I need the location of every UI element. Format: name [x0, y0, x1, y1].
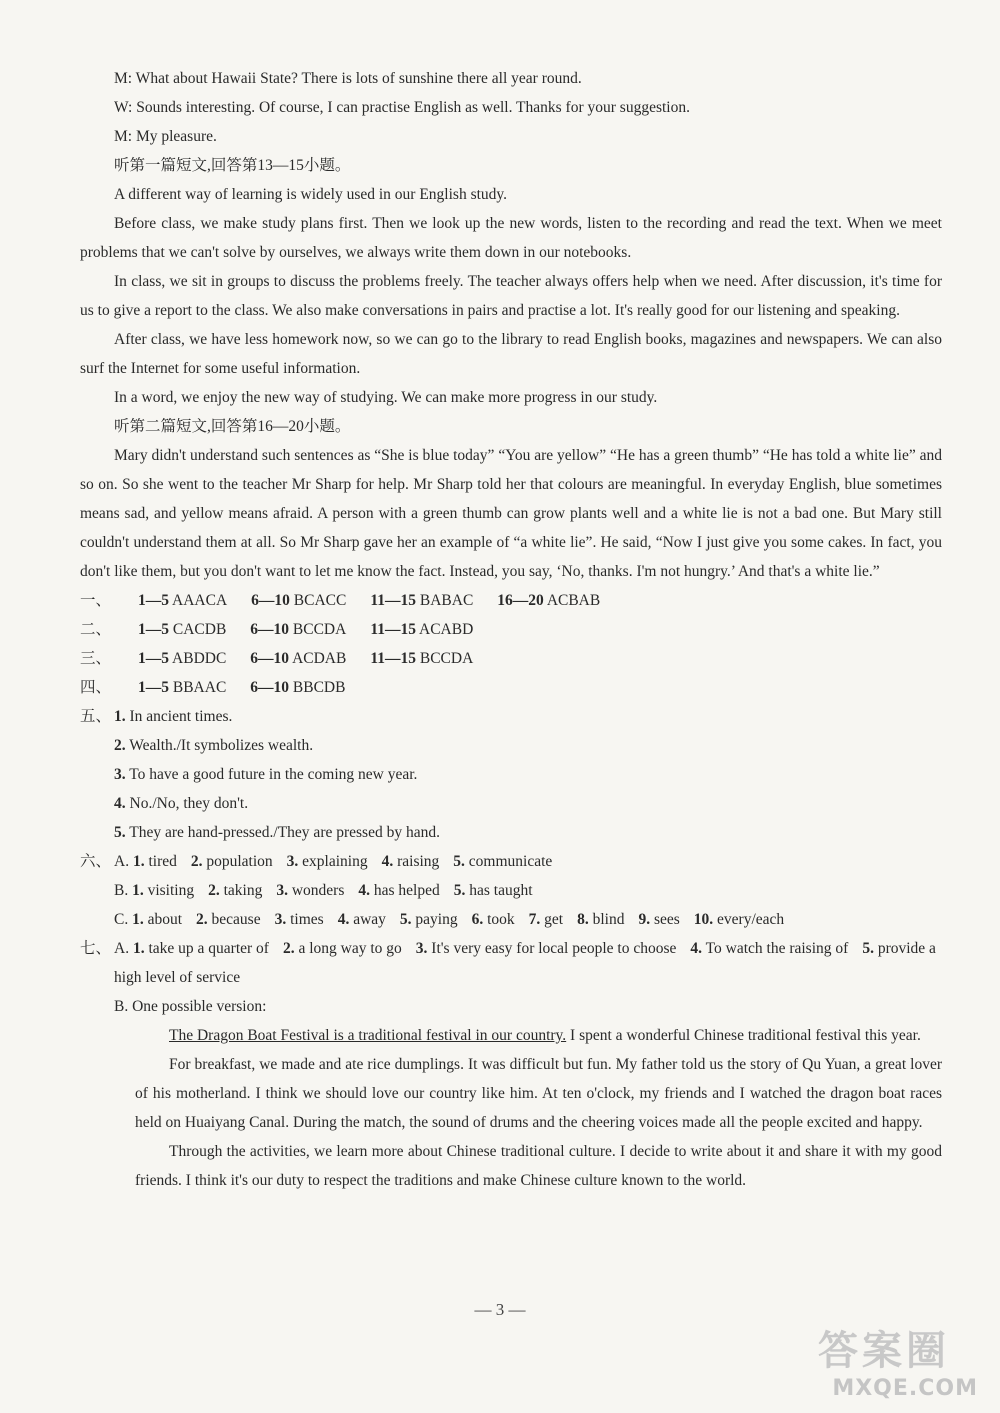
answer-group	[497, 586, 600, 615]
item-number: 4.	[690, 940, 703, 957]
section6-C-item	[338, 911, 386, 928]
passage1-paragraph: After class, we have less homework now, so we can go to the library to read English books, magazines and newspapers. We can also surf the Internet for some useful information.	[80, 331, 942, 377]
section6-A-item	[453, 853, 552, 870]
answer-key-list	[80, 586, 942, 702]
passage1-paragraph: In class, we sit in groups to discuss the problems freely. The teacher always offers help when we need. After discussion, it's time for us to give a report to the class. We also make conversations in pairs and practise a lot. It's really good for our listening and speaking.	[80, 273, 942, 319]
answer-section-label: 二、	[80, 621, 112, 638]
item-text: has helped	[373, 882, 440, 899]
answer-range: 1—5	[138, 679, 169, 696]
answer-group	[250, 615, 346, 644]
item-text: explaining	[302, 853, 368, 870]
item-number: 5.	[114, 824, 126, 841]
section6-C-item	[400, 911, 458, 928]
answer-row	[80, 673, 942, 702]
item-text: To watch the raising of	[705, 940, 849, 957]
item-number: 3.	[274, 911, 287, 928]
dialogue-line: M: My pleasure.	[114, 128, 217, 145]
page-number: — 3 —	[474, 1300, 526, 1319]
item-text: They are hand-pressed./They are pressed by hand.	[129, 824, 440, 841]
item-text: has taught	[469, 882, 533, 899]
answer-range: 1—5	[138, 650, 169, 667]
section6-B-items	[80, 876, 942, 905]
item-number: 4.	[337, 911, 350, 928]
section7-A-item	[690, 940, 848, 957]
essay-topic-sentence: The Dragon Boat Festival is a traditional festival in our country.	[169, 1027, 567, 1044]
answer-group	[251, 586, 346, 615]
passage2-heading: 听第二篇短文,回答第16—20小题。	[114, 418, 351, 435]
answer-group	[138, 644, 226, 673]
section6-label: 六、	[80, 853, 112, 870]
item-number: 5.	[453, 882, 466, 899]
answer-letters: BBAAC	[172, 679, 227, 696]
essay-first-rest: I spent a wonderful Chinese traditional festival this year.	[566, 1027, 921, 1044]
section6-C-item	[275, 911, 324, 928]
passage1-heading: 听第一篇短文,回答第13—15小题。	[114, 157, 351, 174]
section7-A-item	[133, 940, 269, 957]
item-text: times	[290, 911, 324, 928]
section5-item	[80, 760, 942, 789]
item-number: 3.	[276, 882, 288, 899]
answer-group	[250, 644, 346, 673]
item-number: 1.	[132, 911, 144, 928]
watermark-mark: 答案圈	[818, 1328, 950, 1374]
item-text: because	[211, 911, 261, 928]
item-text: took	[487, 911, 515, 928]
item-number: 4.	[114, 795, 126, 812]
item-text: In ancient times.	[129, 708, 233, 725]
item-text: communicate	[468, 853, 553, 870]
section6-A-item	[191, 853, 273, 870]
section7-A-item	[283, 940, 402, 957]
section6-B-label: B.	[114, 882, 129, 899]
item-number: 1.	[132, 882, 144, 899]
item-text: visiting	[147, 882, 195, 899]
answer-letters: ACDAB	[292, 650, 347, 667]
answer-group	[370, 644, 473, 673]
section6-A-item	[133, 853, 177, 870]
section5-item	[80, 789, 942, 818]
item-text: get	[544, 911, 564, 928]
answer-group	[370, 586, 473, 615]
item-text: Wealth./It symbolizes wealth.	[129, 737, 314, 754]
answer-letters: BCCDA	[419, 650, 474, 667]
section6-B-item	[454, 882, 533, 899]
section7-A-item	[416, 940, 677, 957]
answer-letters: BBCDB	[292, 679, 346, 696]
section7-A-items	[114, 934, 942, 992]
item-text: It's very easy for local people to choose	[431, 940, 677, 957]
section5-item	[80, 702, 942, 731]
item-number: 4.	[381, 853, 394, 870]
section6-B-item	[132, 882, 194, 899]
item-number: 3.	[286, 853, 299, 870]
page-content	[80, 64, 942, 1195]
item-number: 8.	[577, 911, 589, 928]
item-text: take up a quarter of	[148, 940, 269, 957]
answer-range: 11—15	[370, 650, 416, 667]
answer-range: 6—10	[250, 650, 290, 667]
item-text: sees	[653, 911, 680, 928]
item-number: 2.	[282, 940, 295, 957]
section6-C-item	[196, 911, 261, 928]
answer-letters: CACDB	[172, 621, 227, 638]
answer-letters: ACBAB	[546, 592, 601, 609]
item-text: every/each	[717, 911, 785, 928]
section7-A-label: A.	[114, 940, 130, 957]
item-text: raising	[397, 853, 440, 870]
section6-C-item	[577, 911, 624, 928]
item-text: provide a high level of service	[114, 940, 936, 986]
answer-group	[250, 673, 345, 702]
section7-A	[80, 934, 942, 992]
passage1-paragraph: A different way of learning is widely used in our English study.	[114, 186, 508, 203]
essay-paragraph: Through the activities, we learn more about Chinese traditional culture. I decide to write about it and share it with my good friends. I think it's our duty to respect the traditions and make Chinese culture known to the world.	[135, 1143, 942, 1189]
item-number: 2.	[190, 853, 203, 870]
item-text: taking	[223, 882, 263, 899]
item-number: 5.	[399, 911, 412, 928]
item-text: paying	[415, 911, 458, 928]
section7-B-label: B. One possible version:	[114, 998, 267, 1015]
answer-letters: BCCDA	[292, 621, 347, 638]
answer-range: 16—20	[497, 592, 544, 609]
item-text: To have a good future in the coming new year.	[129, 766, 418, 783]
answer-letters: ACABD	[419, 621, 474, 638]
section5-item	[80, 731, 942, 760]
passage1-paragraph: Before class, we make study plans first. Then we look up the new words, listen to the recording and read the text. When we meet problems that we can't solve by ourselves, we always write them down in our notebooks.	[80, 215, 942, 261]
item-number: 6.	[471, 911, 484, 928]
answer-section-label: 四、	[80, 679, 112, 696]
item-number: 2.	[114, 737, 126, 754]
passage1-paragraph: In a word, we enjoy the new way of studying. We can make more progress in our study.	[114, 389, 658, 406]
model-essay	[80, 1021, 942, 1195]
section6-C-item	[529, 911, 563, 928]
answer-section-label: 一、	[80, 592, 112, 609]
watermark-site: MXQE.COM	[832, 1376, 978, 1401]
essay-paragraph	[135, 1021, 942, 1050]
answer-range: 6—10	[251, 592, 290, 609]
item-number: 9.	[638, 911, 651, 928]
answer-row	[80, 615, 942, 644]
section5-item	[80, 818, 942, 847]
answer-range: 1—5	[138, 592, 169, 609]
item-number: 3.	[114, 766, 126, 783]
answer-row	[80, 644, 942, 673]
item-number: 5.	[453, 853, 465, 870]
section6-B-item	[276, 882, 344, 899]
item-number: 7.	[528, 911, 541, 928]
section6-C-label: C.	[114, 911, 129, 928]
item-text: blind	[592, 911, 625, 928]
section6-A-label: A.	[114, 853, 130, 870]
item-number: 3.	[415, 940, 428, 957]
answer-section-label: 三、	[80, 650, 112, 667]
answer-letters: BABAC	[419, 592, 474, 609]
answer-group	[370, 615, 473, 644]
section6-C-item	[694, 911, 784, 928]
section6-C-item	[638, 911, 679, 928]
section5-label: 五、	[80, 708, 112, 725]
answer-group	[138, 615, 226, 644]
section6-C-items	[80, 905, 942, 934]
item-number: 5.	[862, 940, 874, 957]
section6-C-item	[132, 911, 182, 928]
item-number: 1.	[132, 853, 145, 870]
item-text: a long way to go	[298, 940, 402, 957]
section6-C-item	[472, 911, 515, 928]
section6-B-item	[208, 882, 262, 899]
item-text: about	[147, 911, 183, 928]
item-number: 4.	[358, 882, 371, 899]
answer-range: 11—15	[370, 592, 416, 609]
answer-group	[138, 586, 227, 615]
answer-row	[80, 586, 942, 615]
answer-letters: BCACC	[293, 592, 347, 609]
item-text: population	[206, 853, 273, 870]
section6-A-item	[382, 853, 440, 870]
answer-range: 6—10	[250, 621, 290, 638]
section6-A	[80, 847, 942, 876]
item-number: 1.	[132, 940, 145, 957]
item-text: wonders	[291, 882, 345, 899]
item-text: tired	[148, 853, 177, 870]
dialogue-line: W: Sounds interesting. Of course, I can practise English as well. Thanks for your suggestion.	[114, 99, 690, 116]
answer-range: 11—15	[370, 621, 416, 638]
item-text: No./No, they don't.	[129, 795, 249, 812]
watermark-logo	[782, 1319, 982, 1401]
essay-paragraph: For breakfast, we made and ate rice dumplings. It was difficult but fun. My father told us the story of Qu Yuan, a great lover of his motherland. I think we should love our country like him. At ten o'clock, my friends and I watched the dragon boat races held on Huaiyang Canal. During the match, the sound of drums and the cheering voices made all the people excited and happy.	[135, 1056, 942, 1131]
item-number: 2.	[196, 911, 208, 928]
answer-range: 1—5	[138, 621, 169, 638]
answer-letters: ABDDC	[172, 650, 227, 667]
answer-range: 6—10	[250, 679, 290, 696]
answer-letters: AAACA	[172, 592, 228, 609]
answer-group	[138, 673, 226, 702]
item-text: away	[353, 911, 386, 928]
section6-A-item	[287, 853, 368, 870]
section6-A-items	[114, 847, 566, 876]
dialogue-line: M: What about Hawaii State? There is lots of sunshine there all year round.	[114, 70, 582, 87]
section7-label: 七、	[80, 940, 112, 957]
item-number: 1.	[114, 708, 126, 725]
passage2-paragraph: Mary didn't understand such sentences as “She is blue today” “You are yellow” “He has a green thumb” “He has told a white lie” and so on. So she went to the teacher Mr Sharp for help. Mr Sharp told her that colours are meaningful. In everyday English, blue sometimes means sad, and yellow means afraid. A person with a green thumb can grow plants well and a white lie is not a bad one. But Mary still couldn't understand them at all. So Mr Sharp gave her an example of “a white lie”. He said, “Now I just give you some cakes. In fact, you don't like them, but you don't want to let me know the fact. Instead, you say, ‘No, thanks. I'm not hungry.’ And that's a white lie.”	[80, 447, 942, 580]
section6-B-item	[358, 882, 439, 899]
item-number: 10.	[693, 911, 714, 928]
item-number: 2.	[208, 882, 220, 899]
